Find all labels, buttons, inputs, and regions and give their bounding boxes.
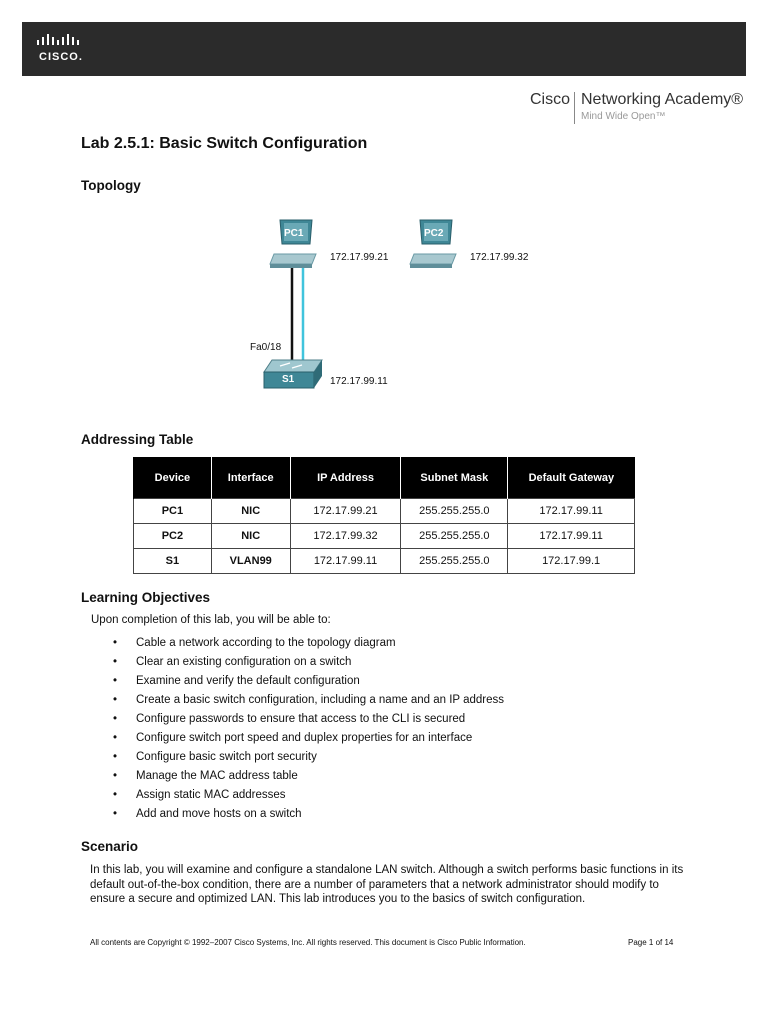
pc1-ip: 172.17.99.21 — [330, 252, 389, 263]
list-item: • Create a basic switch configuration, including a name and an IP address — [113, 694, 505, 706]
bullet: • — [113, 713, 118, 725]
column-header: Subnet Mask — [401, 457, 508, 498]
table-cell: 172.17.99.32 — [290, 523, 401, 548]
table-cell: 172.17.99.11 — [508, 523, 635, 548]
column-header: IP Address — [290, 457, 401, 498]
table-cell: NIC — [211, 498, 290, 523]
cisco-wordmark: CISCO. — [39, 51, 83, 63]
port-label: Fa0/18 — [250, 342, 282, 353]
pc2-ip: 172.17.99.32 — [470, 252, 529, 263]
table-cell: PC2 — [134, 523, 212, 548]
table-cell: 172.17.99.11 — [290, 548, 401, 573]
objectives-list — [113, 636, 504, 826]
list-item: • Configure passwords to ensure that access to the CLI is secured — [113, 713, 466, 725]
addressing-heading: Addressing Table — [81, 432, 194, 447]
page-title: Lab 2.5.1: Basic Switch Configuration — [81, 135, 368, 152]
s1-ip: 172.17.99.11 — [330, 376, 388, 387]
bullet: • — [113, 751, 118, 763]
column-header: Default Gateway — [508, 457, 635, 498]
table-cell: 255.255.255.0 — [401, 548, 508, 573]
topology-diagram — [230, 210, 560, 410]
table-cell: PC1 — [134, 498, 212, 523]
bullet: • — [113, 694, 118, 706]
scenario-heading: Scenario — [81, 839, 139, 854]
table-cell: 172.17.99.11 — [508, 498, 635, 523]
list-item: • Manage the MAC address table — [113, 770, 298, 782]
table-cell: 172.17.99.21 — [290, 498, 401, 523]
pc2-label: PC2 — [424, 228, 444, 239]
cisco-bars-icon — [36, 34, 88, 48]
addressing-table — [133, 457, 635, 574]
bullet: • — [113, 789, 118, 801]
list-item: • Add and move hosts on a switch — [113, 808, 302, 820]
academy-tagline: Mind Wide Open™ — [581, 111, 666, 122]
networking-academy-logo — [530, 91, 746, 127]
list-item: • Configure switch port speed and duplex properties for an interface — [113, 732, 473, 744]
table-cell: NIC — [211, 523, 290, 548]
table-row — [134, 548, 635, 573]
bullet: • — [113, 732, 118, 744]
list-item: • Cable a network according to the topology diagram — [113, 637, 396, 649]
bullet: • — [113, 770, 118, 782]
cisco-logo — [36, 34, 96, 66]
bullet: • — [113, 656, 118, 668]
column-header: Device — [134, 457, 212, 498]
bullet: • — [113, 637, 118, 649]
column-header: Interface — [211, 457, 290, 498]
topology-heading: Topology — [81, 178, 141, 193]
table-cell: 255.255.255.0 — [401, 498, 508, 523]
academy-name: Networking Academy® — [581, 91, 744, 108]
pc1-label: PC1 — [284, 228, 304, 239]
list-item: • Clear an existing configuration on a switch — [113, 656, 352, 668]
objectives-heading: Learning Objectives — [81, 590, 211, 605]
table-cell: 172.17.99.1 — [508, 548, 635, 573]
table-cell: S1 — [134, 548, 212, 573]
bullet: • — [113, 808, 118, 820]
list-item: • Configure basic switch port security — [113, 751, 317, 763]
s1-label: S1 — [282, 374, 295, 385]
header-bar — [22, 22, 746, 76]
table-cell: VLAN99 — [211, 548, 290, 573]
list-item: • Assign static MAC addresses — [113, 789, 286, 801]
table-header-row — [134, 457, 635, 498]
list-item: • Examine and verify the default configuration — [113, 675, 360, 687]
table-row — [134, 523, 635, 548]
objectives-intro: Upon completion of this lab, you will be able to: — [91, 614, 331, 626]
academy-brand: Cisco — [530, 91, 571, 108]
table-row — [134, 498, 635, 523]
page-number: Page 1 of 14 — [628, 938, 674, 947]
academy-divider — [574, 92, 575, 124]
scenario-text: In this lab, you will examine and configure a standalone LAN switch. Although a switch performs basic functions in its default out-of-the-box condition, there are a number of parameters that a network administrator should modify to ensure a secure and optimized LAN. This lab introduces you to the basics of switch configuration. — [90, 864, 684, 905]
copyright-footer: All contents are Copyright © 1992–2007 Cisco Systems, Inc. All rights reserved. This document is Cisco Public Information. — [90, 938, 526, 947]
bullet: • — [113, 675, 118, 687]
table-cell: 255.255.255.0 — [401, 523, 508, 548]
